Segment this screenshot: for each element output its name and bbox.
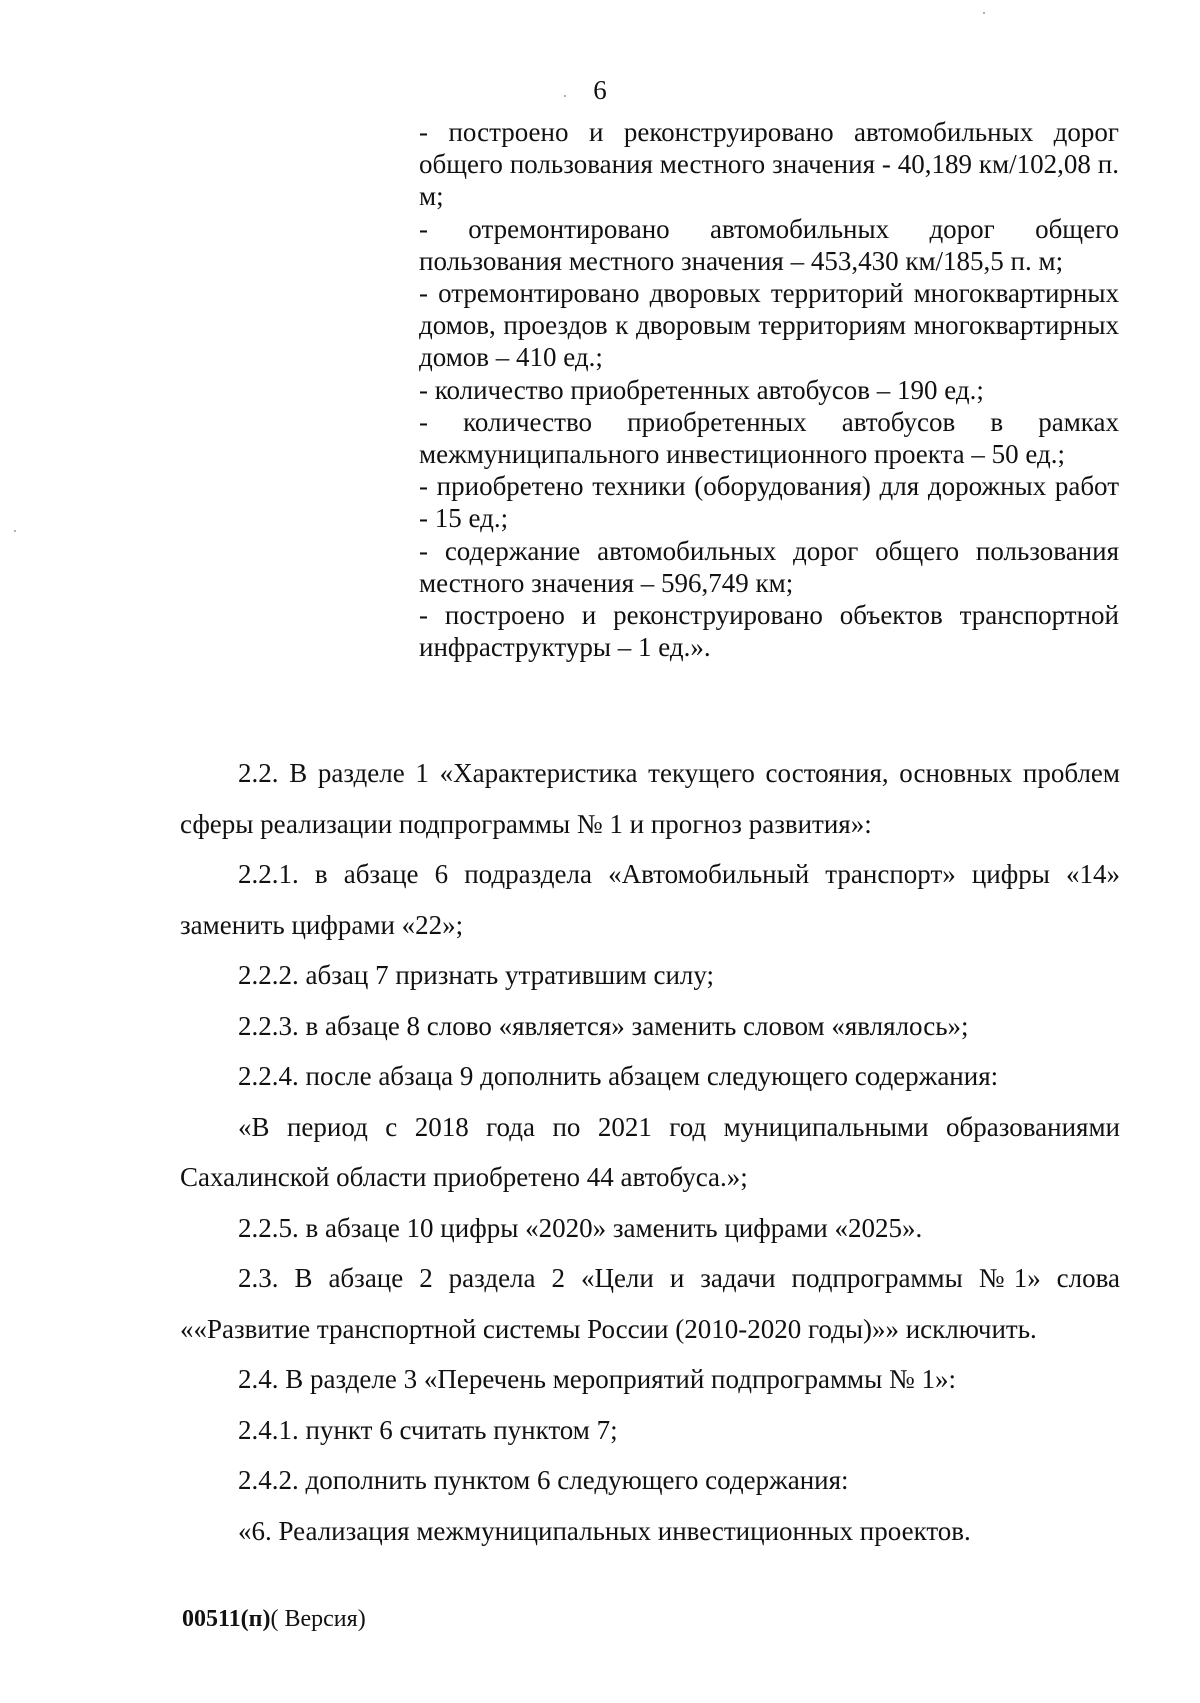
results-list-item: - отремонтировано дворовых территорий многоквартирных домов, проездов к дворовым территориям многоквартирных домов – 410 ед.; [419, 278, 1119, 373]
paragraph-2-2-2: 2.2.2. абзац 7 признать утратившим силу; [238, 960, 715, 990]
page-number: 6 [593, 75, 607, 105]
paragraph-2-3: 2.3. В абзаце 2 раздела 2 «Цели и задачи подпрограммы №1» слова ««Развитие транспортной системы России (2010-2020 годы)»» исключить. [180, 1263, 1120, 1344]
scan-speck [564, 95, 566, 97]
quoted-insertion: «В период с 2018 года по 2021 год муниципальными образованиями Сахалинской области приобретено 44 автобуса.»; [180, 1111, 1120, 1192]
paragraph-2-2-3: 2.2.3. в абзаце 8 слово «является» заменить словом «являлось»; [238, 1010, 969, 1041]
quoted-item-6: «6. Реализация межмуниципальных инвестиционных проектов. [238, 1515, 971, 1546]
paragraph-2-4-1: 2.4.1. пункт 6 считать пунктом 7; [238, 1414, 618, 1445]
paragraph-2-2-4: 2.2.4. после абзаца 9 дополнить абзацем следующего содержания: [238, 1061, 999, 1091]
paragraph-2-4-2: 2.4.2. дополнить пунктом 6 следующего содержания: [238, 1465, 849, 1495]
paragraph-2-2-1: 2.2.1. в абзаце 6 подраздела «Автомобильный транспорт» цифры «14» заменить цифрами «22»; [180, 859, 1120, 940]
scan-speck [983, 12, 985, 14]
results-list-item: - построено и реконструировано автомобильных дорог общего пользования местного значения - 40,189 км/102,08 п. м; [419, 117, 1119, 212]
results-list-item: - отремонтировано автомобильных дорог общего пользования местного значения – 453,430 км/185,5 п. м; [419, 213, 1119, 276]
paragraph-2-4: 2.4. В разделе 3 «Перечень мероприятий подпрограммы № 1»: [238, 1364, 957, 1394]
results-list [419, 116, 1119, 663]
amendments-body [180, 748, 1120, 1556]
document-code: 00511(п) [182, 1606, 271, 1632]
results-list-item: - построено и реконструировано объектов транспортной инфраструктуры – 1 ед.». [419, 600, 1119, 663]
results-list-item: - количество приобретенных автобусов – 190 ед.; [419, 374, 984, 405]
paragraph-2-2-5: 2.2.5. в абзаце 10 цифры «2020» заменить цифрами «2025». [238, 1212, 923, 1243]
scan-speck [14, 530, 16, 532]
results-list-item: - содержание автомобильных дорог общего пользования местного значения – 596,749 км; [419, 535, 1119, 598]
results-list-item: - приобретено техники (оборудования) для дорожных работ - 15 ед.; [419, 471, 1119, 534]
document-footer [182, 1604, 366, 1634]
document-version: ( Версия) [270, 1606, 366, 1632]
results-list-item: - количество приобретенных автобусов в рамках межмуниципального инвестиционного проекта – 50 ед.; [419, 406, 1119, 470]
paragraph-2-2: 2.2. В разделе 1 «Характеристика текущего состояния, основных проблем сферы реализации подпрограммы № 1 и прогноз развития»: [180, 758, 1120, 839]
